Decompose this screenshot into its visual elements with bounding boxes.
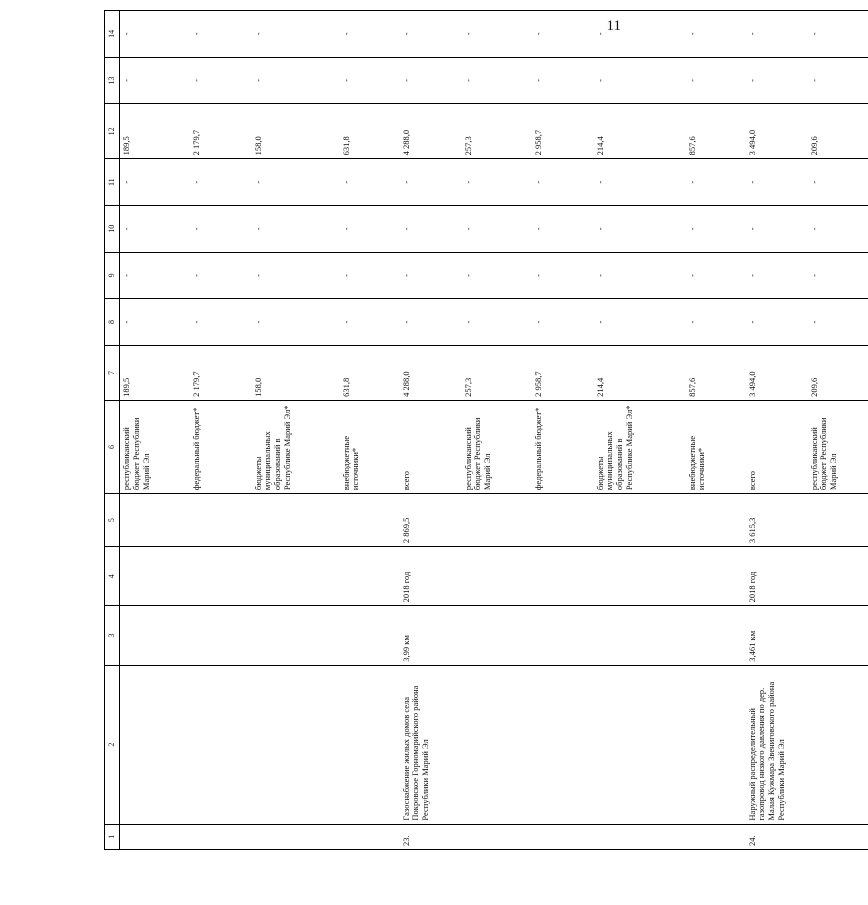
- cell-col-8: -: [686, 299, 746, 346]
- cell-col-3: [594, 606, 686, 665]
- cell-col-12: 857,6: [686, 104, 746, 159]
- cell-col-6: республиканский бюджет Республики Марий Эл: [462, 400, 532, 493]
- cell-col-11: -: [686, 159, 746, 206]
- table-row: [686, 11, 746, 850]
- table-row: [462, 11, 532, 850]
- cell-col-14: -: [746, 11, 808, 58]
- cell-col-1: [686, 824, 746, 849]
- cell-col-14: -: [252, 11, 340, 58]
- cell-col-10: -: [532, 205, 594, 252]
- header-row: [105, 11, 120, 850]
- cell-col-3: [808, 606, 868, 665]
- page-number: 11: [606, 18, 621, 34]
- cell-col-3: [686, 606, 746, 665]
- cell-col-8: -: [532, 299, 594, 346]
- cell-col-13: -: [252, 57, 340, 104]
- cell-col-4: [252, 547, 340, 606]
- cell-col-12: 158,0: [252, 104, 340, 159]
- cell-col-8: -: [340, 299, 400, 346]
- column-header: 9: [105, 252, 120, 299]
- cell-col-12: 2 179,7: [190, 104, 252, 159]
- cell-col-4: [686, 547, 746, 606]
- cell-col-5: [532, 494, 594, 547]
- cell-col-4: [808, 547, 868, 606]
- cell-col-2: [120, 665, 190, 824]
- cell-col-12: 3 494,0: [746, 104, 808, 159]
- cell-col-10: -: [808, 205, 868, 252]
- cell-col-1: [340, 824, 400, 849]
- cell-col-4: 2018 год: [400, 547, 462, 606]
- cell-col-3: 3,461 км: [746, 606, 808, 665]
- cell-col-3: [340, 606, 400, 665]
- table-row: [340, 11, 400, 850]
- cell-col-12: 214,4: [594, 104, 686, 159]
- cell-col-8: -: [594, 299, 686, 346]
- cell-col-13: -: [746, 57, 808, 104]
- cell-col-6: бюджеты муниципальных образований в Республике Марий Эл*: [252, 400, 340, 493]
- cell-col-12: 209,6: [808, 104, 868, 159]
- column-header: 11: [105, 159, 120, 206]
- table-row: [532, 11, 594, 850]
- cell-col-7: 631,8: [340, 345, 400, 400]
- cell-col-4: [340, 547, 400, 606]
- cell-col-9: -: [120, 252, 190, 299]
- cell-col-5: [462, 494, 532, 547]
- cell-col-11: -: [190, 159, 252, 206]
- cell-col-13: -: [594, 57, 686, 104]
- cell-col-5: [594, 494, 686, 547]
- cell-col-11: -: [252, 159, 340, 206]
- cell-col-7: 3 494,0: [746, 345, 808, 400]
- table-row: [120, 11, 190, 850]
- cell-col-9: -: [808, 252, 868, 299]
- cell-col-3: [190, 606, 252, 665]
- cell-col-4: [462, 547, 532, 606]
- cell-col-1: [532, 824, 594, 849]
- cell-col-13: -: [808, 57, 868, 104]
- cell-col-8: -: [808, 299, 868, 346]
- cell-col-11: -: [400, 159, 462, 206]
- column-header: 3: [105, 606, 120, 665]
- cell-col-6: бюджеты муниципальных образований в Республике Марий Эл*: [594, 400, 686, 493]
- cell-col-1: [808, 824, 868, 849]
- cell-col-14: -: [594, 11, 686, 58]
- column-header: 12: [105, 104, 120, 159]
- cell-col-3: [462, 606, 532, 665]
- cell-col-8: -: [120, 299, 190, 346]
- cell-col-14: -: [340, 11, 400, 58]
- cell-col-6: федеральный бюджет*: [190, 400, 252, 493]
- column-header: 2: [105, 665, 120, 824]
- cell-col-5: [190, 494, 252, 547]
- cell-col-6: республиканский бюджет Республики Марий Эл: [120, 400, 190, 493]
- cell-col-10: -: [400, 205, 462, 252]
- cell-col-10: -: [340, 205, 400, 252]
- cell-col-2: [252, 665, 340, 824]
- cell-col-2: [462, 665, 532, 824]
- cell-col-4: [532, 547, 594, 606]
- cell-col-12: 257,3: [462, 104, 532, 159]
- cell-col-2: Наружный распределительный газопровод низкого давления по дер. Малая Кужмара Звениговского района Республики Марий Эл: [746, 665, 808, 824]
- cell-col-6: внебюджетные источники*: [340, 400, 400, 493]
- cell-col-10: -: [462, 205, 532, 252]
- cell-col-12: 4 288,0: [400, 104, 462, 159]
- cell-col-6: всего: [746, 400, 808, 493]
- cell-col-7: 2 958,7: [532, 345, 594, 400]
- program-table: [104, 10, 868, 850]
- cell-col-7: 857,6: [686, 345, 746, 400]
- cell-col-5: [340, 494, 400, 547]
- cell-col-14: -: [532, 11, 594, 58]
- cell-col-4: 2018 год: [746, 547, 808, 606]
- cell-col-8: -: [190, 299, 252, 346]
- cell-col-13: -: [190, 57, 252, 104]
- cell-col-11: -: [340, 159, 400, 206]
- cell-col-6: всего: [400, 400, 462, 493]
- cell-col-2: [808, 665, 868, 824]
- cell-col-10: -: [746, 205, 808, 252]
- cell-col-7: 189,5: [120, 345, 190, 400]
- column-header: 8: [105, 299, 120, 346]
- column-header: 4: [105, 547, 120, 606]
- cell-col-13: -: [532, 57, 594, 104]
- column-header: 14: [105, 11, 120, 58]
- cell-col-10: -: [120, 205, 190, 252]
- cell-col-11: -: [462, 159, 532, 206]
- cell-col-10: -: [594, 205, 686, 252]
- table-row: [594, 11, 686, 850]
- cell-col-5: [808, 494, 868, 547]
- column-header: 5: [105, 494, 120, 547]
- cell-col-8: -: [400, 299, 462, 346]
- table-row: [252, 11, 340, 850]
- table-container: [104, 10, 839, 850]
- cell-col-7: 209,6: [808, 345, 868, 400]
- cell-col-2: [532, 665, 594, 824]
- cell-col-8: -: [746, 299, 808, 346]
- column-header: 1: [105, 824, 120, 849]
- cell-col-14: -: [400, 11, 462, 58]
- cell-col-13: -: [400, 57, 462, 104]
- cell-col-11: -: [746, 159, 808, 206]
- table-row: [746, 11, 808, 850]
- column-header: 6: [105, 400, 120, 493]
- cell-col-9: -: [400, 252, 462, 299]
- cell-col-14: -: [190, 11, 252, 58]
- cell-col-11: -: [808, 159, 868, 206]
- cell-col-9: -: [190, 252, 252, 299]
- column-header: 10: [105, 205, 120, 252]
- cell-col-12: 189,5: [120, 104, 190, 159]
- cell-col-4: [120, 547, 190, 606]
- cell-col-1: [594, 824, 686, 849]
- cell-col-9: -: [746, 252, 808, 299]
- cell-col-14: -: [120, 11, 190, 58]
- cell-col-12: 2 958,7: [532, 104, 594, 159]
- cell-col-9: -: [686, 252, 746, 299]
- cell-col-2: [594, 665, 686, 824]
- cell-col-5: [252, 494, 340, 547]
- cell-col-1: [190, 824, 252, 849]
- cell-col-1: 24.: [746, 824, 808, 849]
- cell-col-13: -: [462, 57, 532, 104]
- table-body: [120, 11, 868, 850]
- table-row: [400, 11, 462, 850]
- cell-col-7: 158,0: [252, 345, 340, 400]
- cell-col-7: 4 288,0: [400, 345, 462, 400]
- cell-col-5: [120, 494, 190, 547]
- cell-col-1: [252, 824, 340, 849]
- cell-col-11: -: [532, 159, 594, 206]
- table-row: [808, 11, 868, 850]
- cell-col-8: -: [252, 299, 340, 346]
- cell-col-6: федеральный бюджет*: [532, 400, 594, 493]
- cell-col-5: [686, 494, 746, 547]
- cell-col-7: 214,4: [594, 345, 686, 400]
- cell-col-3: 3,99 км: [400, 606, 462, 665]
- cell-col-1: [120, 824, 190, 849]
- cell-col-3: [120, 606, 190, 665]
- cell-col-13: -: [340, 57, 400, 104]
- cell-col-3: [252, 606, 340, 665]
- cell-col-14: -: [462, 11, 532, 58]
- cell-col-6: внебюджетные источники*: [686, 400, 746, 493]
- cell-col-12: 631,8: [340, 104, 400, 159]
- cell-col-7: 2 179,7: [190, 345, 252, 400]
- cell-col-14: -: [686, 11, 746, 58]
- column-header: 7: [105, 345, 120, 400]
- cell-col-3: [532, 606, 594, 665]
- cell-col-9: -: [594, 252, 686, 299]
- cell-col-11: -: [594, 159, 686, 206]
- cell-col-9: -: [462, 252, 532, 299]
- cell-col-10: -: [252, 205, 340, 252]
- cell-col-2: Газоснабжение жилых домов села Покровское Горномарийского района Республики Марий Эл: [400, 665, 462, 824]
- cell-col-11: -: [120, 159, 190, 206]
- cell-col-5: 2 869,5: [400, 494, 462, 547]
- cell-col-9: -: [532, 252, 594, 299]
- cell-col-9: -: [340, 252, 400, 299]
- cell-col-2: [340, 665, 400, 824]
- cell-col-8: -: [462, 299, 532, 346]
- cell-col-14: -: [808, 11, 868, 58]
- cell-col-9: -: [252, 252, 340, 299]
- cell-col-1: [462, 824, 532, 849]
- cell-col-10: -: [190, 205, 252, 252]
- cell-col-13: -: [120, 57, 190, 104]
- cell-col-4: [594, 547, 686, 606]
- table-row: [190, 11, 252, 850]
- cell-col-10: -: [686, 205, 746, 252]
- cell-col-2: [190, 665, 252, 824]
- cell-col-6: республиканский бюджет Республики Марий Эл: [808, 400, 868, 493]
- cell-col-13: -: [686, 57, 746, 104]
- cell-col-1: 23.: [400, 824, 462, 849]
- cell-col-7: 257,3: [462, 345, 532, 400]
- cell-col-4: [190, 547, 252, 606]
- column-header: 13: [105, 57, 120, 104]
- cell-col-5: 3 615,3: [746, 494, 808, 547]
- cell-col-2: [686, 665, 746, 824]
